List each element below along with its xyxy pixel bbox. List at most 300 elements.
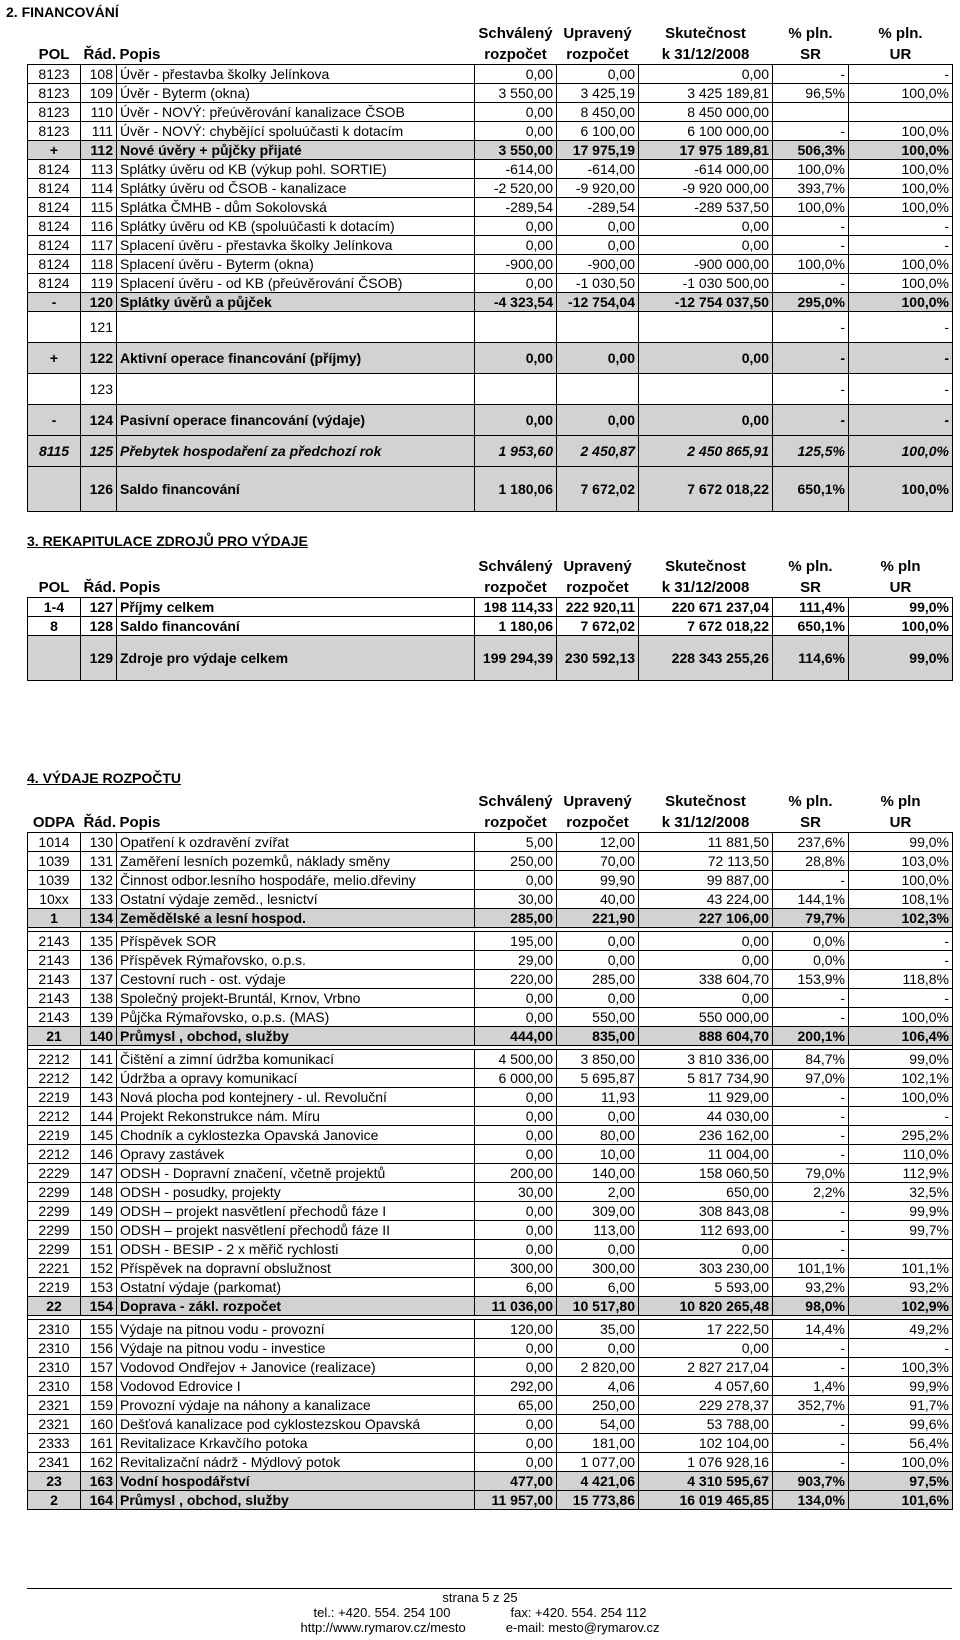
table-row <box>28 1008 953 1027</box>
row-upraveny: 230 592,13 <box>557 636 639 681</box>
row-pct-sr: - <box>773 1415 849 1434</box>
row-number: 154 <box>81 1297 117 1316</box>
row-number: 118 <box>81 255 117 274</box>
row-pct-ur: - <box>849 932 953 951</box>
row-pct-ur: 118,8% <box>849 970 953 989</box>
row-upraveny: 80,00 <box>557 1126 639 1145</box>
table-row <box>28 122 953 141</box>
row-pct-ur: 56,4% <box>849 1434 953 1453</box>
row-code: 8123 <box>28 122 81 141</box>
row-description: Vodní hospodářství <box>117 1472 475 1491</box>
row-description: Chodník a cyklostezka Opavská Janovice <box>117 1126 475 1145</box>
row-schvaleny: 0,00 <box>475 1434 557 1453</box>
row-upraveny: 12,00 <box>557 833 639 852</box>
row-number: 161 <box>81 1434 117 1453</box>
section-4-title: 4. VÝDAJE ROZPOČTU <box>27 770 182 786</box>
row-pct-ur: - <box>849 374 953 405</box>
row-description: Splátky úvěru od KB (spoluúčasti k dotacím) <box>117 217 475 236</box>
row-pct-sr: - <box>773 1240 849 1259</box>
row-pct-sr: - <box>773 1088 849 1107</box>
row-pct-ur: 295,2% <box>849 1126 953 1145</box>
table-row <box>28 833 953 852</box>
row-upraveny: 0,00 <box>557 236 639 255</box>
row-code: 2229 <box>28 1164 81 1183</box>
row-pct-ur: 99,0% <box>849 598 953 617</box>
row-description: Výdaje na pitnou vodu - provozní <box>117 1320 475 1339</box>
row-pct-ur: 100,0% <box>849 1088 953 1107</box>
row-number: 124 <box>81 405 117 436</box>
row-number: 137 <box>81 970 117 989</box>
row-description <box>117 374 475 405</box>
row-skutecnost: 303 230,00 <box>639 1259 773 1278</box>
row-upraveny: 15 773,86 <box>557 1491 639 1510</box>
row-number: 109 <box>81 84 117 103</box>
row-number: 132 <box>81 871 117 890</box>
row-pct-sr: - <box>773 1107 849 1126</box>
row-description: Úvěr - přestavba školky Jelínkova <box>117 65 475 84</box>
row-pct-sr: - <box>773 1145 849 1164</box>
row-schvaleny: 0,00 <box>475 1088 557 1107</box>
row-pct-ur: 93,2% <box>849 1278 953 1297</box>
row-number: 110 <box>81 103 117 122</box>
row-description: ODSH – projekt nasvětlení přechodů fáze II <box>117 1221 475 1240</box>
row-description <box>117 312 475 343</box>
row-description: Úvěr - NOVÝ: přeúvěrování kanalizace ČSOB <box>117 103 475 122</box>
col-rad: Řád. <box>83 814 117 831</box>
row-pct-sr: 96,5% <box>773 84 849 103</box>
row-schvaleny: -900,00 <box>475 255 557 274</box>
row-schvaleny: 1 953,60 <box>475 436 557 467</box>
row-pct-sr: - <box>773 1202 849 1221</box>
row-skutecnost: 0,00 <box>639 236 773 255</box>
row-schvaleny: 0,00 <box>475 122 557 141</box>
row-description: ODSH - Dopravní značení, včetně projektů <box>117 1164 475 1183</box>
footer-tel: tel.: +420. 554. 254 100 <box>313 1605 451 1620</box>
table-row <box>28 103 953 122</box>
row-pct-ur: 101,6% <box>849 1491 953 1510</box>
row-upraveny: -1 030,50 <box>557 274 639 293</box>
row-description: Vodovod Edrovice I <box>117 1377 475 1396</box>
row-pct-sr: - <box>773 1126 849 1145</box>
row-code: 2341 <box>28 1453 81 1472</box>
row-upraveny: 181,00 <box>557 1434 639 1453</box>
row-description: Splacení úvěru - přestavka školky Jelínkova <box>117 236 475 255</box>
row-schvaleny: 0,00 <box>475 1107 557 1126</box>
row-pct-ur: 102,1% <box>849 1069 953 1088</box>
row-number: 138 <box>81 989 117 1008</box>
row-skutecnost: -614 000,00 <box>639 160 773 179</box>
row-pct-ur: 100,0% <box>849 122 953 141</box>
row-upraveny: 0,00 <box>557 65 639 84</box>
row-description: Pasivní operace financování (výdaje) <box>117 405 475 436</box>
row-code: 2333 <box>28 1434 81 1453</box>
col-skutecnost-2: k 31/12/2008 <box>661 579 750 596</box>
row-pct-ur: 102,3% <box>849 909 953 928</box>
row-schvaleny: 6,00 <box>475 1278 557 1297</box>
row-number: 160 <box>81 1415 117 1434</box>
table-row <box>28 374 953 405</box>
financovani-body <box>28 65 953 512</box>
row-upraveny: 0,00 <box>557 405 639 436</box>
row-code: 2143 <box>28 970 81 989</box>
table-row <box>28 1491 953 1510</box>
col-upraveny-1: Upravený <box>563 558 632 575</box>
col-skutecnost-1: Skutečnost <box>665 25 746 42</box>
col-psr-2: SR <box>800 814 821 831</box>
row-description: Revitalizační nádrž - Mýdlový potok <box>117 1453 475 1472</box>
row-description: Revitalizace Krkavčího potoka <box>117 1434 475 1453</box>
row-skutecnost: 0,00 <box>639 65 773 84</box>
row-upraveny: 5 695,87 <box>557 1069 639 1088</box>
row-code: 8123 <box>28 84 81 103</box>
col-pur-1: % pln <box>880 793 921 810</box>
row-skutecnost: 550 000,00 <box>639 1008 773 1027</box>
footer-divider <box>27 1588 952 1589</box>
row-schvaleny: 0,00 <box>475 405 557 436</box>
col-pur-1: % pln <box>880 558 921 575</box>
row-pct-ur: 100,0% <box>849 1453 953 1472</box>
row-pct-sr: - <box>773 1221 849 1240</box>
row-description: Úvěr - NOVÝ: chybějící spoluúčasti k dotacím <box>117 122 475 141</box>
row-number: 163 <box>81 1472 117 1491</box>
row-code: 2219 <box>28 1088 81 1107</box>
row-number: 153 <box>81 1278 117 1297</box>
row-schvaleny: 0,00 <box>475 1415 557 1434</box>
rekapitulace-body <box>28 598 953 681</box>
row-skutecnost: 338 604,70 <box>639 970 773 989</box>
col-pur-2: UR <box>889 579 912 596</box>
row-pct-sr: 100,0% <box>773 160 849 179</box>
row-skutecnost: -289 537,50 <box>639 198 773 217</box>
row-description: Splátky úvěrů a půjček <box>117 293 475 312</box>
row-skutecnost: 10 820 265,48 <box>639 1297 773 1316</box>
row-upraveny: 8 450,00 <box>557 103 639 122</box>
row-code: - <box>28 405 81 436</box>
row-skutecnost: 0,00 <box>639 343 773 374</box>
row-upraveny: -289,54 <box>557 198 639 217</box>
col-upraveny-1: Upravený <box>563 25 632 42</box>
row-number: 159 <box>81 1396 117 1415</box>
row-pct-ur: 100,0% <box>849 274 953 293</box>
row-upraveny: 300,00 <box>557 1259 639 1278</box>
row-upraveny: 550,00 <box>557 1008 639 1027</box>
row-pct-ur: 99,0% <box>849 636 953 681</box>
row-upraveny: 0,00 <box>557 989 639 1008</box>
row-description: Úvěr - Byterm (okna) <box>117 84 475 103</box>
row-pct-ur: - <box>849 951 953 970</box>
row-code: 2212 <box>28 1145 81 1164</box>
table-row <box>28 1358 953 1377</box>
col-odpa: ODPA <box>32 814 76 831</box>
row-number: 136 <box>81 951 117 970</box>
col-psr-1: % pln. <box>788 25 833 42</box>
row-schvaleny: -614,00 <box>475 160 557 179</box>
row-pct-sr: 97,0% <box>773 1069 849 1088</box>
row-pct-ur: 110,0% <box>849 1145 953 1164</box>
row-pct-ur: 100,3% <box>849 1358 953 1377</box>
row-skutecnost: 650,00 <box>639 1183 773 1202</box>
table-row <box>28 617 953 636</box>
col-schvaleny-1: Schválený <box>478 793 553 810</box>
row-number: 155 <box>81 1320 117 1339</box>
row-upraveny: -900,00 <box>557 255 639 274</box>
row-schvaleny: 0,00 <box>475 274 557 293</box>
row-pct-sr: 153,9% <box>773 970 849 989</box>
row-code: 8124 <box>28 236 81 255</box>
row-pct-sr: 125,5% <box>773 436 849 467</box>
footer-web[interactable]: http://www.rymarov.cz/mesto <box>300 1620 466 1635</box>
footer-email[interactable]: e-mail: mesto@rymarov.cz <box>505 1620 660 1635</box>
row-number: 134 <box>81 909 117 928</box>
col-pur-1: % pln. <box>878 25 923 42</box>
row-upraveny: 250,00 <box>557 1396 639 1415</box>
row-number: 129 <box>81 636 117 681</box>
row-number: 164 <box>81 1491 117 1510</box>
row-upraveny: 7 672,02 <box>557 467 639 512</box>
row-pct-ur: 100,0% <box>849 179 953 198</box>
row-number: 147 <box>81 1164 117 1183</box>
row-pct-ur: 99,0% <box>849 833 953 852</box>
row-pct-sr: 0,0% <box>773 932 849 951</box>
col-upraveny-1: Upravený <box>563 793 632 810</box>
row-number: 152 <box>81 1259 117 1278</box>
row-code: 2219 <box>28 1126 81 1145</box>
row-description: Splacení úvěru - Byterm (okna) <box>117 255 475 274</box>
financovani-table <box>27 22 953 512</box>
row-upraveny: 4,06 <box>557 1377 639 1396</box>
row-code: 2321 <box>28 1415 81 1434</box>
row-pct-sr: 506,3% <box>773 141 849 160</box>
col-skutecnost-2: k 31/12/2008 <box>661 46 750 63</box>
row-number: 128 <box>81 617 117 636</box>
row-skutecnost: 53 788,00 <box>639 1415 773 1434</box>
row-schvaleny: 0,00 <box>475 217 557 236</box>
row-description: Splacení úvěru - od KB (přeúvěrování ČSOB) <box>117 274 475 293</box>
row-upraveny: 0,00 <box>557 951 639 970</box>
row-pct-sr: - <box>773 405 849 436</box>
col-upraveny-2: rozpočet <box>566 46 629 63</box>
row-code: + <box>28 343 81 374</box>
row-code: 1039 <box>28 852 81 871</box>
row-skutecnost: 220 671 237,04 <box>639 598 773 617</box>
row-skutecnost: 44 030,00 <box>639 1107 773 1126</box>
col-pol: POL <box>38 579 70 596</box>
row-upraveny: 40,00 <box>557 890 639 909</box>
row-code: 2143 <box>28 1008 81 1027</box>
row-skutecnost: 7 672 018,22 <box>639 617 773 636</box>
row-pct-sr: - <box>773 65 849 84</box>
row-pct-sr: - <box>773 1358 849 1377</box>
row-number: 156 <box>81 1339 117 1358</box>
col-pur-2: UR <box>889 46 912 63</box>
row-schvaleny: 300,00 <box>475 1259 557 1278</box>
row-skutecnost: 228 343 255,26 <box>639 636 773 681</box>
row-skutecnost: 8 450 000,00 <box>639 103 773 122</box>
row-code: 8124 <box>28 255 81 274</box>
row-pct-sr: - <box>773 343 849 374</box>
row-upraveny <box>557 374 639 405</box>
row-upraveny: 0,00 <box>557 1107 639 1126</box>
row-upraveny: 0,00 <box>557 217 639 236</box>
row-pct-sr: 79,0% <box>773 1164 849 1183</box>
row-upraveny: -9 920,00 <box>557 179 639 198</box>
row-description: Dešťová kanalizace pod cyklostezskou Opavská <box>117 1415 475 1434</box>
row-skutecnost: 16 019 465,85 <box>639 1491 773 1510</box>
row-pct-ur: - <box>849 1107 953 1126</box>
row-upraveny: 70,00 <box>557 852 639 871</box>
row-number: 108 <box>81 65 117 84</box>
row-description: Čištění a zimní údržba komunikací <box>117 1050 475 1069</box>
row-schvaleny: -4 323,54 <box>475 293 557 312</box>
row-schvaleny: 199 294,39 <box>475 636 557 681</box>
row-upraveny: 2 450,87 <box>557 436 639 467</box>
col-skutecnost-2: k 31/12/2008 <box>661 814 750 831</box>
row-schvaleny: 0,00 <box>475 1358 557 1377</box>
row-skutecnost: 2 827 217,04 <box>639 1358 773 1377</box>
row-schvaleny: 6 000,00 <box>475 1069 557 1088</box>
row-pct-sr: 393,7% <box>773 179 849 198</box>
row-pct-sr: 650,1% <box>773 617 849 636</box>
row-number: 148 <box>81 1183 117 1202</box>
row-pct-ur: 100,0% <box>849 84 953 103</box>
row-code: 8115 <box>28 436 81 467</box>
row-skutecnost: 308 843,08 <box>639 1202 773 1221</box>
row-number: 135 <box>81 932 117 951</box>
row-pct-sr: 650,1% <box>773 467 849 512</box>
row-code: 8124 <box>28 179 81 198</box>
table-row <box>28 436 953 467</box>
row-skutecnost: -9 920 000,00 <box>639 179 773 198</box>
row-description: ODSH - posudky, projekty <box>117 1183 475 1202</box>
table-row <box>28 255 953 274</box>
row-pct-ur: - <box>849 312 953 343</box>
row-upraveny: 3 425,19 <box>557 84 639 103</box>
row-skutecnost: 112 693,00 <box>639 1221 773 1240</box>
row-description: Průmysl , obchod, služby <box>117 1491 475 1510</box>
table-row <box>28 852 953 871</box>
row-number: 126 <box>81 467 117 512</box>
row-schvaleny <box>475 374 557 405</box>
row-pct-ur: 91,7% <box>849 1396 953 1415</box>
row-schvaleny: 0,00 <box>475 1126 557 1145</box>
row-skutecnost: -900 000,00 <box>639 255 773 274</box>
row-skutecnost: 3 810 336,00 <box>639 1050 773 1069</box>
col-schvaleny-2: rozpočet <box>484 579 547 596</box>
row-skutecnost: 0,00 <box>639 405 773 436</box>
row-description: Příspěvek Rýmařovsko, o.p.s. <box>117 951 475 970</box>
row-pct-sr: 28,8% <box>773 852 849 871</box>
row-description: Splátky úvěru od ČSOB - kanalizace <box>117 179 475 198</box>
row-code: 21 <box>28 1027 81 1046</box>
row-description: Průmysl , obchod, služby <box>117 1027 475 1046</box>
row-pct-ur: 100,0% <box>849 467 953 512</box>
row-upraveny: 10 517,80 <box>557 1297 639 1316</box>
row-number: 143 <box>81 1088 117 1107</box>
row-description: Projekt Rekonstrukce nám. Míru <box>117 1107 475 1126</box>
row-pct-sr: - <box>773 989 849 1008</box>
row-code: 2143 <box>28 989 81 1008</box>
row-pct-ur: - <box>849 1339 953 1358</box>
row-pct-ur: 100,0% <box>849 255 953 274</box>
table-row <box>28 84 953 103</box>
row-skutecnost: 7 672 018,22 <box>639 467 773 512</box>
row-pct-sr: 84,7% <box>773 1050 849 1069</box>
row-code <box>28 467 81 512</box>
row-number: 122 <box>81 343 117 374</box>
row-pct-sr: 98,0% <box>773 1297 849 1316</box>
row-schvaleny: 200,00 <box>475 1164 557 1183</box>
row-skutecnost: 72 113,50 <box>639 852 773 871</box>
col-rad: Řád. <box>83 579 117 596</box>
row-upraveny: 6 100,00 <box>557 122 639 141</box>
col-psr-1: % pln. <box>788 793 833 810</box>
row-pct-sr: 93,2% <box>773 1278 849 1297</box>
row-description: ODSH - BESIP - 2 x měřič rychlosti <box>117 1240 475 1259</box>
row-pct-sr: 111,4% <box>773 598 849 617</box>
row-skutecnost: 4 057,60 <box>639 1377 773 1396</box>
row-skutecnost: 102 104,00 <box>639 1434 773 1453</box>
row-description: Činnost odbor.lesního hospodáře, melio.dřeviny <box>117 871 475 890</box>
row-number: 162 <box>81 1453 117 1472</box>
row-pct-ur: - <box>849 343 953 374</box>
table-row <box>28 1183 953 1202</box>
table-row <box>28 236 953 255</box>
row-pct-ur: 99,6% <box>849 1415 953 1434</box>
row-description: Výdaje na pitnou vodu - investice <box>117 1339 475 1358</box>
table-row <box>28 1377 953 1396</box>
row-upraveny: 2 820,00 <box>557 1358 639 1377</box>
row-upraveny: 11,93 <box>557 1088 639 1107</box>
row-schvaleny: 0,00 <box>475 1339 557 1358</box>
row-schvaleny <box>475 312 557 343</box>
row-pct-sr: - <box>773 1453 849 1472</box>
table-row <box>28 909 953 928</box>
row-upraveny: 6,00 <box>557 1278 639 1297</box>
table-row <box>28 1107 953 1126</box>
row-schvaleny: 3 550,00 <box>475 84 557 103</box>
section-3-title: 3. REKAPITULACE ZDROJŮ PRO VÝDAJE <box>27 533 308 549</box>
row-upraveny: 7 672,02 <box>557 617 639 636</box>
row-description: Cestovní ruch - ost. výdaje <box>117 970 475 989</box>
row-skutecnost: 17 222,50 <box>639 1320 773 1339</box>
row-upraveny: 2,00 <box>557 1183 639 1202</box>
row-code: 1014 <box>28 833 81 852</box>
row-code: 2219 <box>28 1278 81 1297</box>
row-pct-ur: 97,5% <box>849 1472 953 1491</box>
row-pct-sr: 134,0% <box>773 1491 849 1510</box>
col-skutecnost-1: Skutečnost <box>665 558 746 575</box>
table-row <box>28 970 953 989</box>
row-pct-ur: 100,0% <box>849 436 953 467</box>
table-row <box>28 1396 953 1415</box>
table-row <box>28 1453 953 1472</box>
row-code <box>28 312 81 343</box>
row-code: 2221 <box>28 1259 81 1278</box>
row-code: 1 <box>28 909 81 928</box>
footer-page: strana 5 z 25 <box>442 1590 518 1605</box>
table-row <box>28 636 953 681</box>
table-row <box>28 932 953 951</box>
row-number: 158 <box>81 1377 117 1396</box>
row-skutecnost: -12 754 037,50 <box>639 293 773 312</box>
row-schvaleny: 292,00 <box>475 1377 557 1396</box>
table-row <box>28 871 953 890</box>
table-row <box>28 1339 953 1358</box>
row-skutecnost: 6 100 000,00 <box>639 122 773 141</box>
row-upraveny: 309,00 <box>557 1202 639 1221</box>
row-pct-ur: 108,1% <box>849 890 953 909</box>
row-skutecnost: 229 278,37 <box>639 1396 773 1415</box>
